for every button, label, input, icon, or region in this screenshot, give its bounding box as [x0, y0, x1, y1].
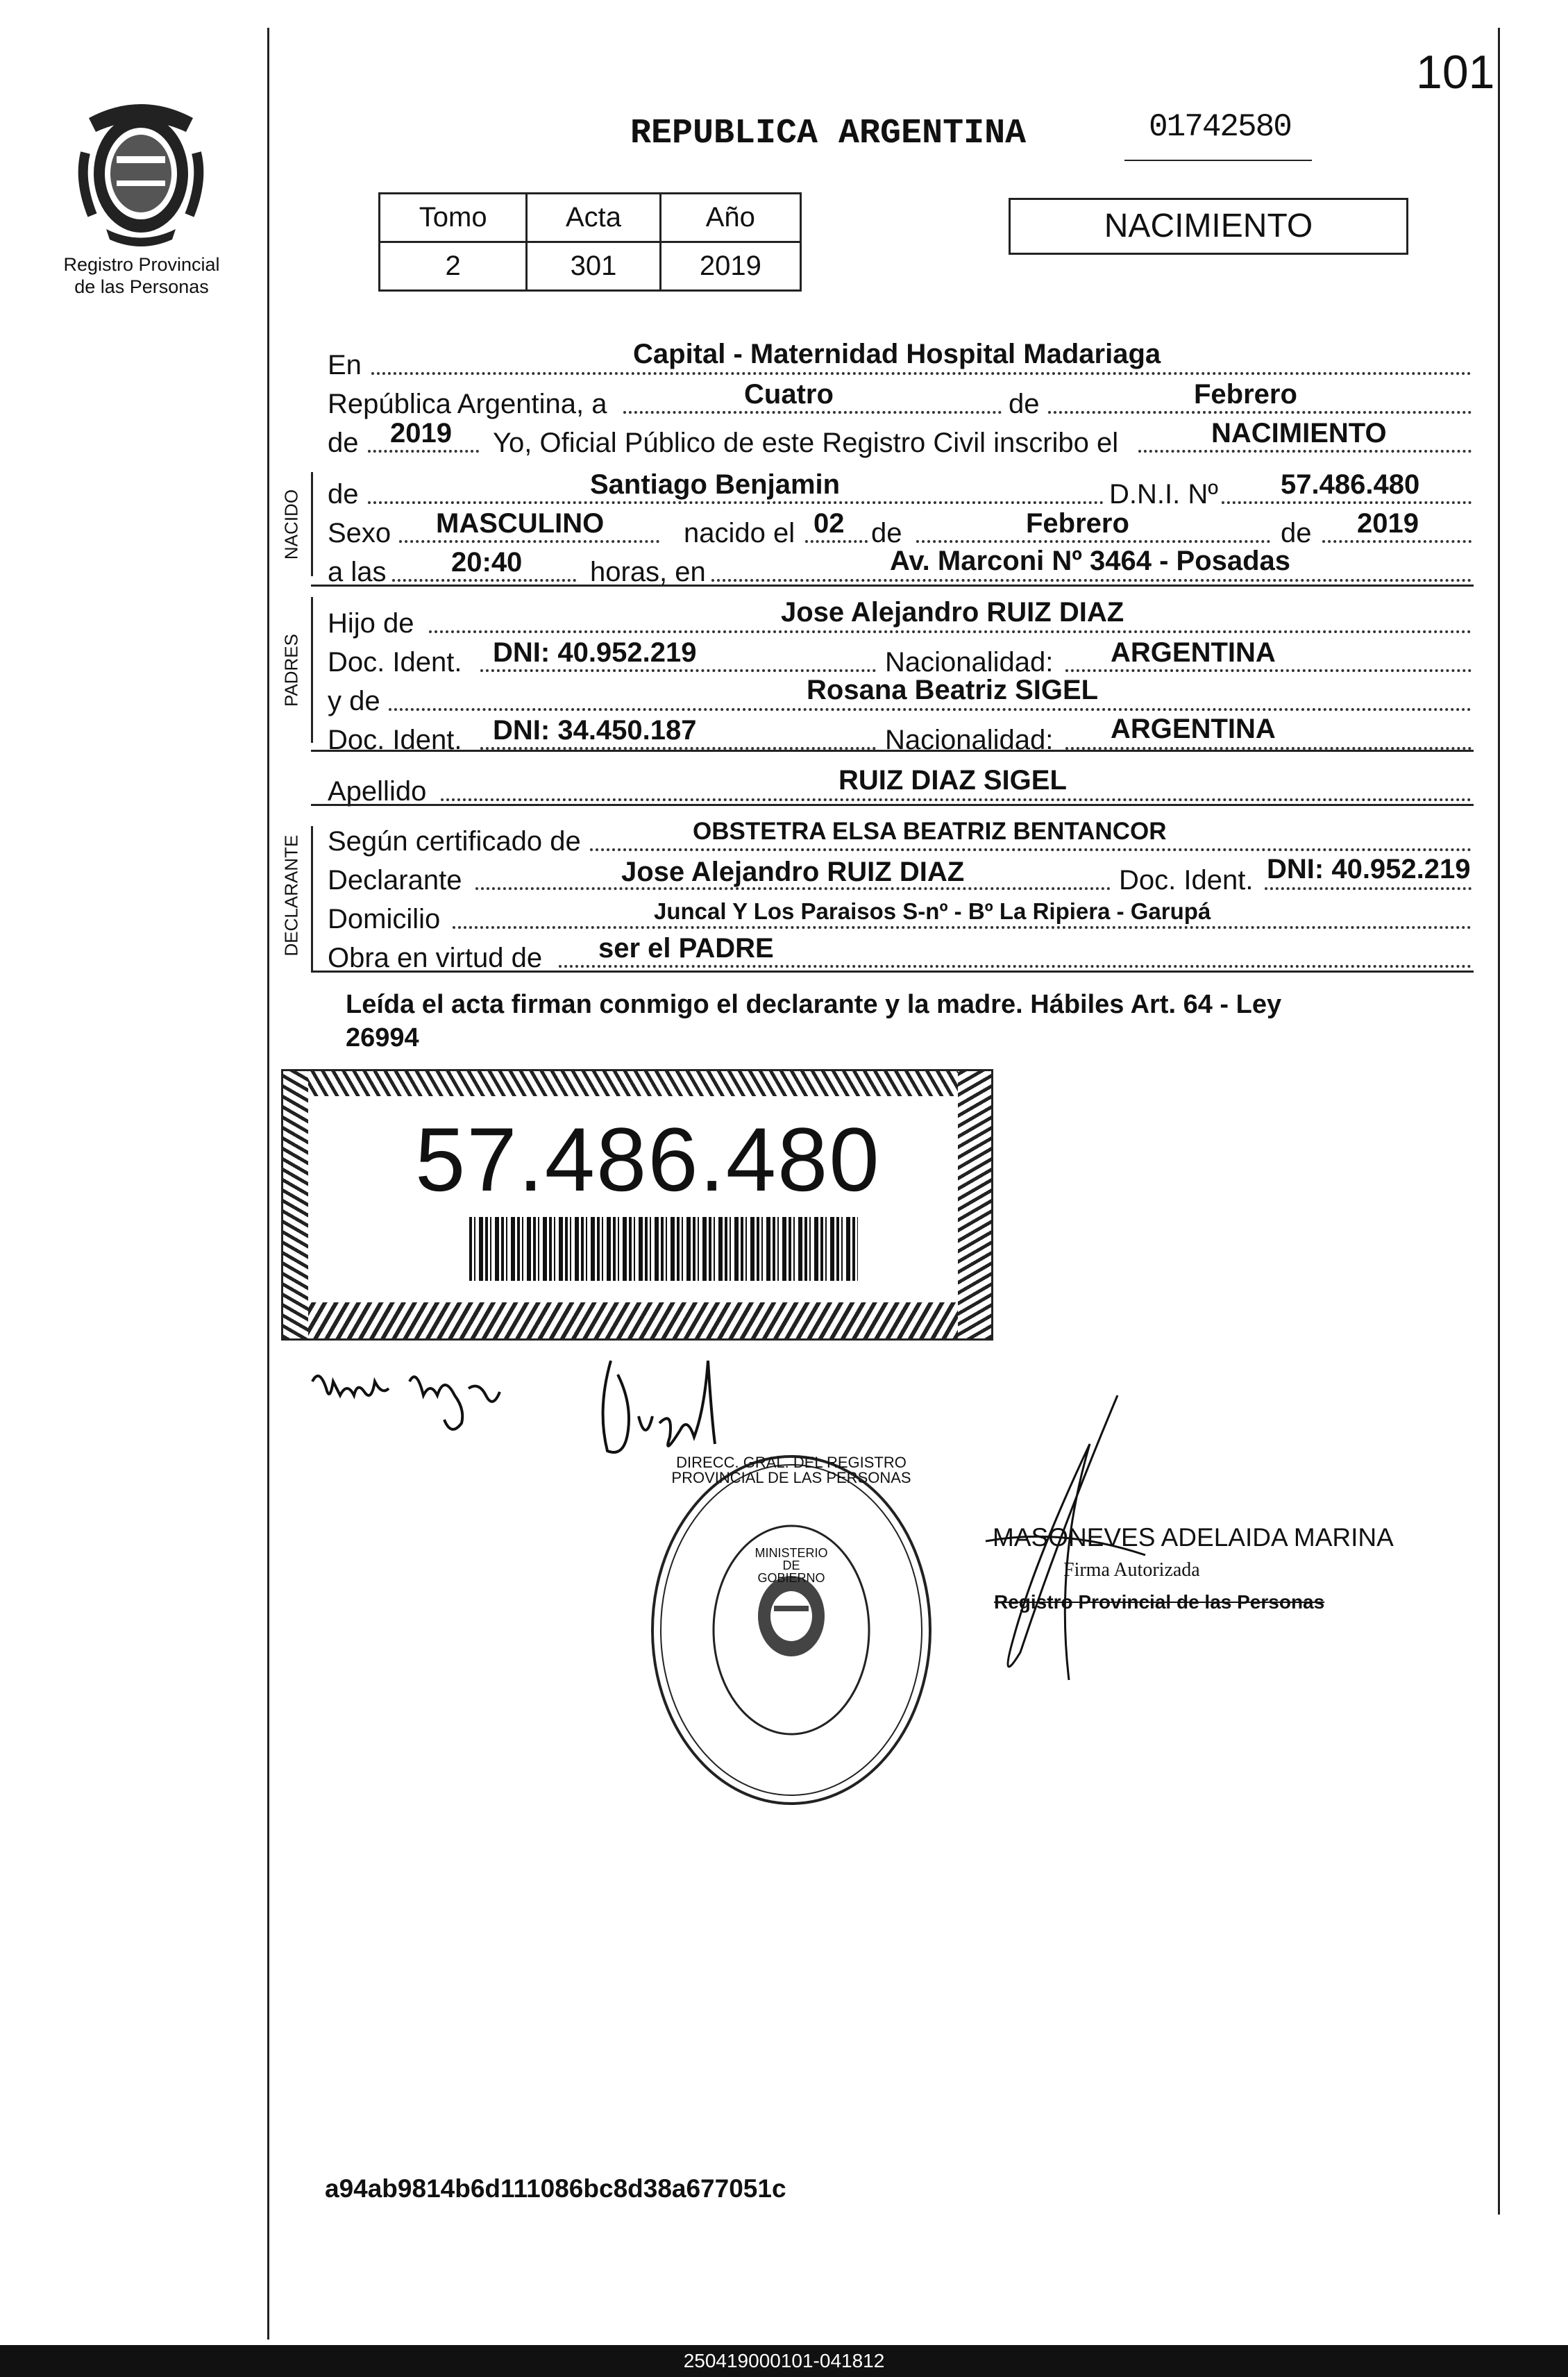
- section-divider: [311, 826, 313, 972]
- label-yo-oficial: Yo, Oficial Público de este Registro Civil inscribo el: [493, 428, 1119, 458]
- label-obra-en-virtud: Obra en virtud de: [328, 943, 543, 973]
- dotted-line: [1322, 540, 1472, 543]
- dotted-line: [711, 579, 1472, 582]
- record-table: [378, 192, 802, 292]
- dotted-line: [1138, 450, 1472, 453]
- field-address: Juncal Y Los Paraisos S-nº - Bº La Ripiera - Garupá: [654, 898, 1211, 924]
- section-divider: [311, 472, 313, 576]
- field-mother-name: Rosana Beatriz SIGEL: [807, 675, 1099, 705]
- label-nacido-el: nacido el: [684, 518, 795, 548]
- label-nacionalidad: Nacionalidad:: [885, 647, 1054, 678]
- field-acting-as: ser el PADRE: [598, 933, 774, 964]
- dotted-line: [916, 540, 1270, 543]
- field-father-doc: DNI: 40.952.219: [493, 637, 697, 668]
- dotted-line: [559, 965, 1472, 968]
- field-certificate-by: OBSTETRA ELSA BEATRIZ BENTANCOR: [693, 818, 1167, 845]
- section-rule: [311, 971, 1474, 973]
- label-de: de: [1281, 518, 1312, 548]
- serial-number: 01742580: [1149, 109, 1291, 145]
- serial-underline: [1124, 160, 1312, 161]
- label-sexo: Sexo: [328, 518, 391, 548]
- label-y-de: y de: [328, 686, 380, 716]
- official-name: MASONEVES ADELAIDA MARINA: [993, 1523, 1394, 1552]
- label-domicilio: Domicilio: [328, 904, 441, 934]
- record-type: NACIMIENTO: [1104, 208, 1313, 244]
- official-office: Registro Provincial de las Personas: [994, 1591, 1325, 1613]
- dotted-line: [1048, 411, 1472, 414]
- record-type-box: [1009, 198, 1408, 255]
- field-year: 2019: [390, 418, 452, 448]
- field-month: Febrero: [1194, 379, 1297, 410]
- section-rule: [311, 750, 1474, 752]
- header-acta: Acta: [527, 194, 660, 242]
- field-birth-time: 20:40: [451, 547, 523, 578]
- coat-of-arms-icon: [75, 90, 207, 250]
- label-doc-ident: Doc. Ident.: [328, 647, 462, 678]
- field-mother-nationality: ARGENTINA: [1111, 714, 1276, 744]
- dotted-line: [429, 630, 1472, 633]
- dotted-line: [453, 926, 1472, 929]
- dotted-line: [1265, 887, 1472, 890]
- value-tomo: 2: [380, 242, 527, 291]
- page-number: 101: [1416, 46, 1495, 99]
- field-declarant-doc: DNI: 40.952.219: [1267, 854, 1471, 884]
- right-margin-line: [1498, 28, 1500, 2215]
- label-apellido: Apellido: [328, 776, 427, 807]
- footer-code: 250419000101-041812: [683, 2350, 885, 2371]
- dotted-line: [371, 372, 1472, 375]
- side-label-nacido: NACIDO: [280, 489, 302, 560]
- field-birth-year: 2019: [1357, 508, 1419, 539]
- dotted-line: [441, 798, 1472, 801]
- field-event: NACIMIENTO: [1211, 418, 1387, 448]
- label-doc-ident: Doc. Ident.: [328, 725, 462, 755]
- label-declarante: Declarante: [328, 865, 462, 896]
- dotted-line: [368, 450, 479, 453]
- field-day-word: Cuatro: [744, 379, 834, 410]
- seal-icon: [646, 1450, 937, 1811]
- side-label-declarante: DECLARANTE: [280, 834, 302, 957]
- field-sex: MASCULINO: [436, 508, 605, 539]
- dotted-line: [475, 887, 1111, 890]
- field-place: Capital - Maternidad Hospital Madariaga: [633, 339, 1161, 369]
- label-de: de: [328, 428, 359, 458]
- label-republica: República Argentina, a: [328, 389, 607, 419]
- guilloche-border-left: [283, 1071, 308, 1338]
- header-ano: Año: [660, 194, 800, 242]
- label-nacionalidad: Nacionalidad:: [885, 725, 1054, 755]
- official-seal: [646, 1450, 937, 1811]
- label-hijo-de: Hijo de: [328, 608, 414, 639]
- section-rule: [311, 585, 1474, 587]
- closing-line-1: Leída el acta firman conmigo el declarante y la madre. Hábiles Art. 64 - Ley: [346, 990, 1282, 1019]
- seal-inner-text: MINISTERIO DE GOBIERNO: [755, 1546, 828, 1585]
- dotted-line: [480, 669, 876, 672]
- country-title: REPUBLICA ARGENTINA: [630, 114, 1027, 153]
- field-name: Santiago Benjamin: [590, 469, 841, 500]
- guilloche-border-bottom: [283, 1302, 991, 1338]
- field-father-name: Jose Alejandro RUIZ DIAZ: [781, 597, 1124, 628]
- dotted-line: [368, 501, 1104, 504]
- label-doc-ident-short: Doc. Ident.: [1119, 865, 1254, 896]
- official-title: Firma Autorizada: [1063, 1559, 1200, 1581]
- label-a-las: a las: [328, 557, 387, 587]
- field-birth-day: 02: [813, 508, 845, 539]
- value-acta: 301: [527, 242, 660, 291]
- label-en: En: [328, 350, 362, 380]
- label-segun-certificado: Según certificado de: [328, 826, 581, 857]
- signature-sigel: [590, 1347, 743, 1465]
- label-de: de: [871, 518, 902, 548]
- dni-sticker: [281, 1069, 993, 1341]
- seal-outer-text: DIRECC. GRAL. DEL REGISTRO PROVINCIAL DE LAS PERSONAS: [671, 1454, 911, 1486]
- value-ano: 2019: [660, 242, 800, 291]
- dotted-line: [1065, 669, 1472, 672]
- label-dni: D.N.I. Nº: [1109, 479, 1218, 510]
- dotted-line: [623, 411, 1002, 414]
- field-dni: 57.486.480: [1281, 469, 1420, 500]
- label-de: de: [1009, 389, 1040, 419]
- dni-large-number: 57.486.480: [415, 1109, 881, 1210]
- dotted-line: [590, 848, 1472, 851]
- signature-ruiz-diaz: [305, 1354, 514, 1444]
- field-birth-place: Av. Marconi Nº 3464 - Posadas: [890, 546, 1291, 576]
- header-tomo: Tomo: [380, 194, 527, 242]
- guilloche-border-top: [283, 1071, 991, 1096]
- field-declarant-name: Jose Alejandro RUIZ DIAZ: [621, 857, 965, 887]
- institution-line-2: de las Personas: [74, 276, 209, 297]
- barcode: [469, 1217, 858, 1281]
- institution-line-1: Registro Provincial: [63, 254, 220, 275]
- left-margin-line: [267, 28, 269, 2340]
- dotted-line: [399, 540, 659, 543]
- label-horas-en: horas, en: [590, 557, 706, 587]
- side-label-padres: PADRES: [280, 634, 302, 707]
- misiones-logo: [75, 90, 207, 250]
- section-divider: [311, 597, 313, 743]
- guilloche-border-right: [958, 1071, 991, 1338]
- field-mother-doc: DNI: 34.450.187: [493, 715, 697, 746]
- field-birth-month: Febrero: [1026, 508, 1129, 539]
- dotted-line: [805, 540, 868, 543]
- document-hash: a94ab9814b6d111086bc8d38a677051c: [325, 2174, 786, 2203]
- footer-band: [0, 2345, 1568, 2377]
- section-rule: [311, 804, 1474, 806]
- field-surname: RUIZ DIAZ SIGEL: [838, 765, 1067, 796]
- closing-line-2: 26994: [346, 1023, 419, 1052]
- dotted-line: [392, 579, 576, 582]
- dotted-line: [1222, 501, 1472, 504]
- dotted-line: [389, 708, 1472, 711]
- field-father-nationality: ARGENTINA: [1111, 637, 1276, 668]
- label-de: de: [328, 479, 359, 510]
